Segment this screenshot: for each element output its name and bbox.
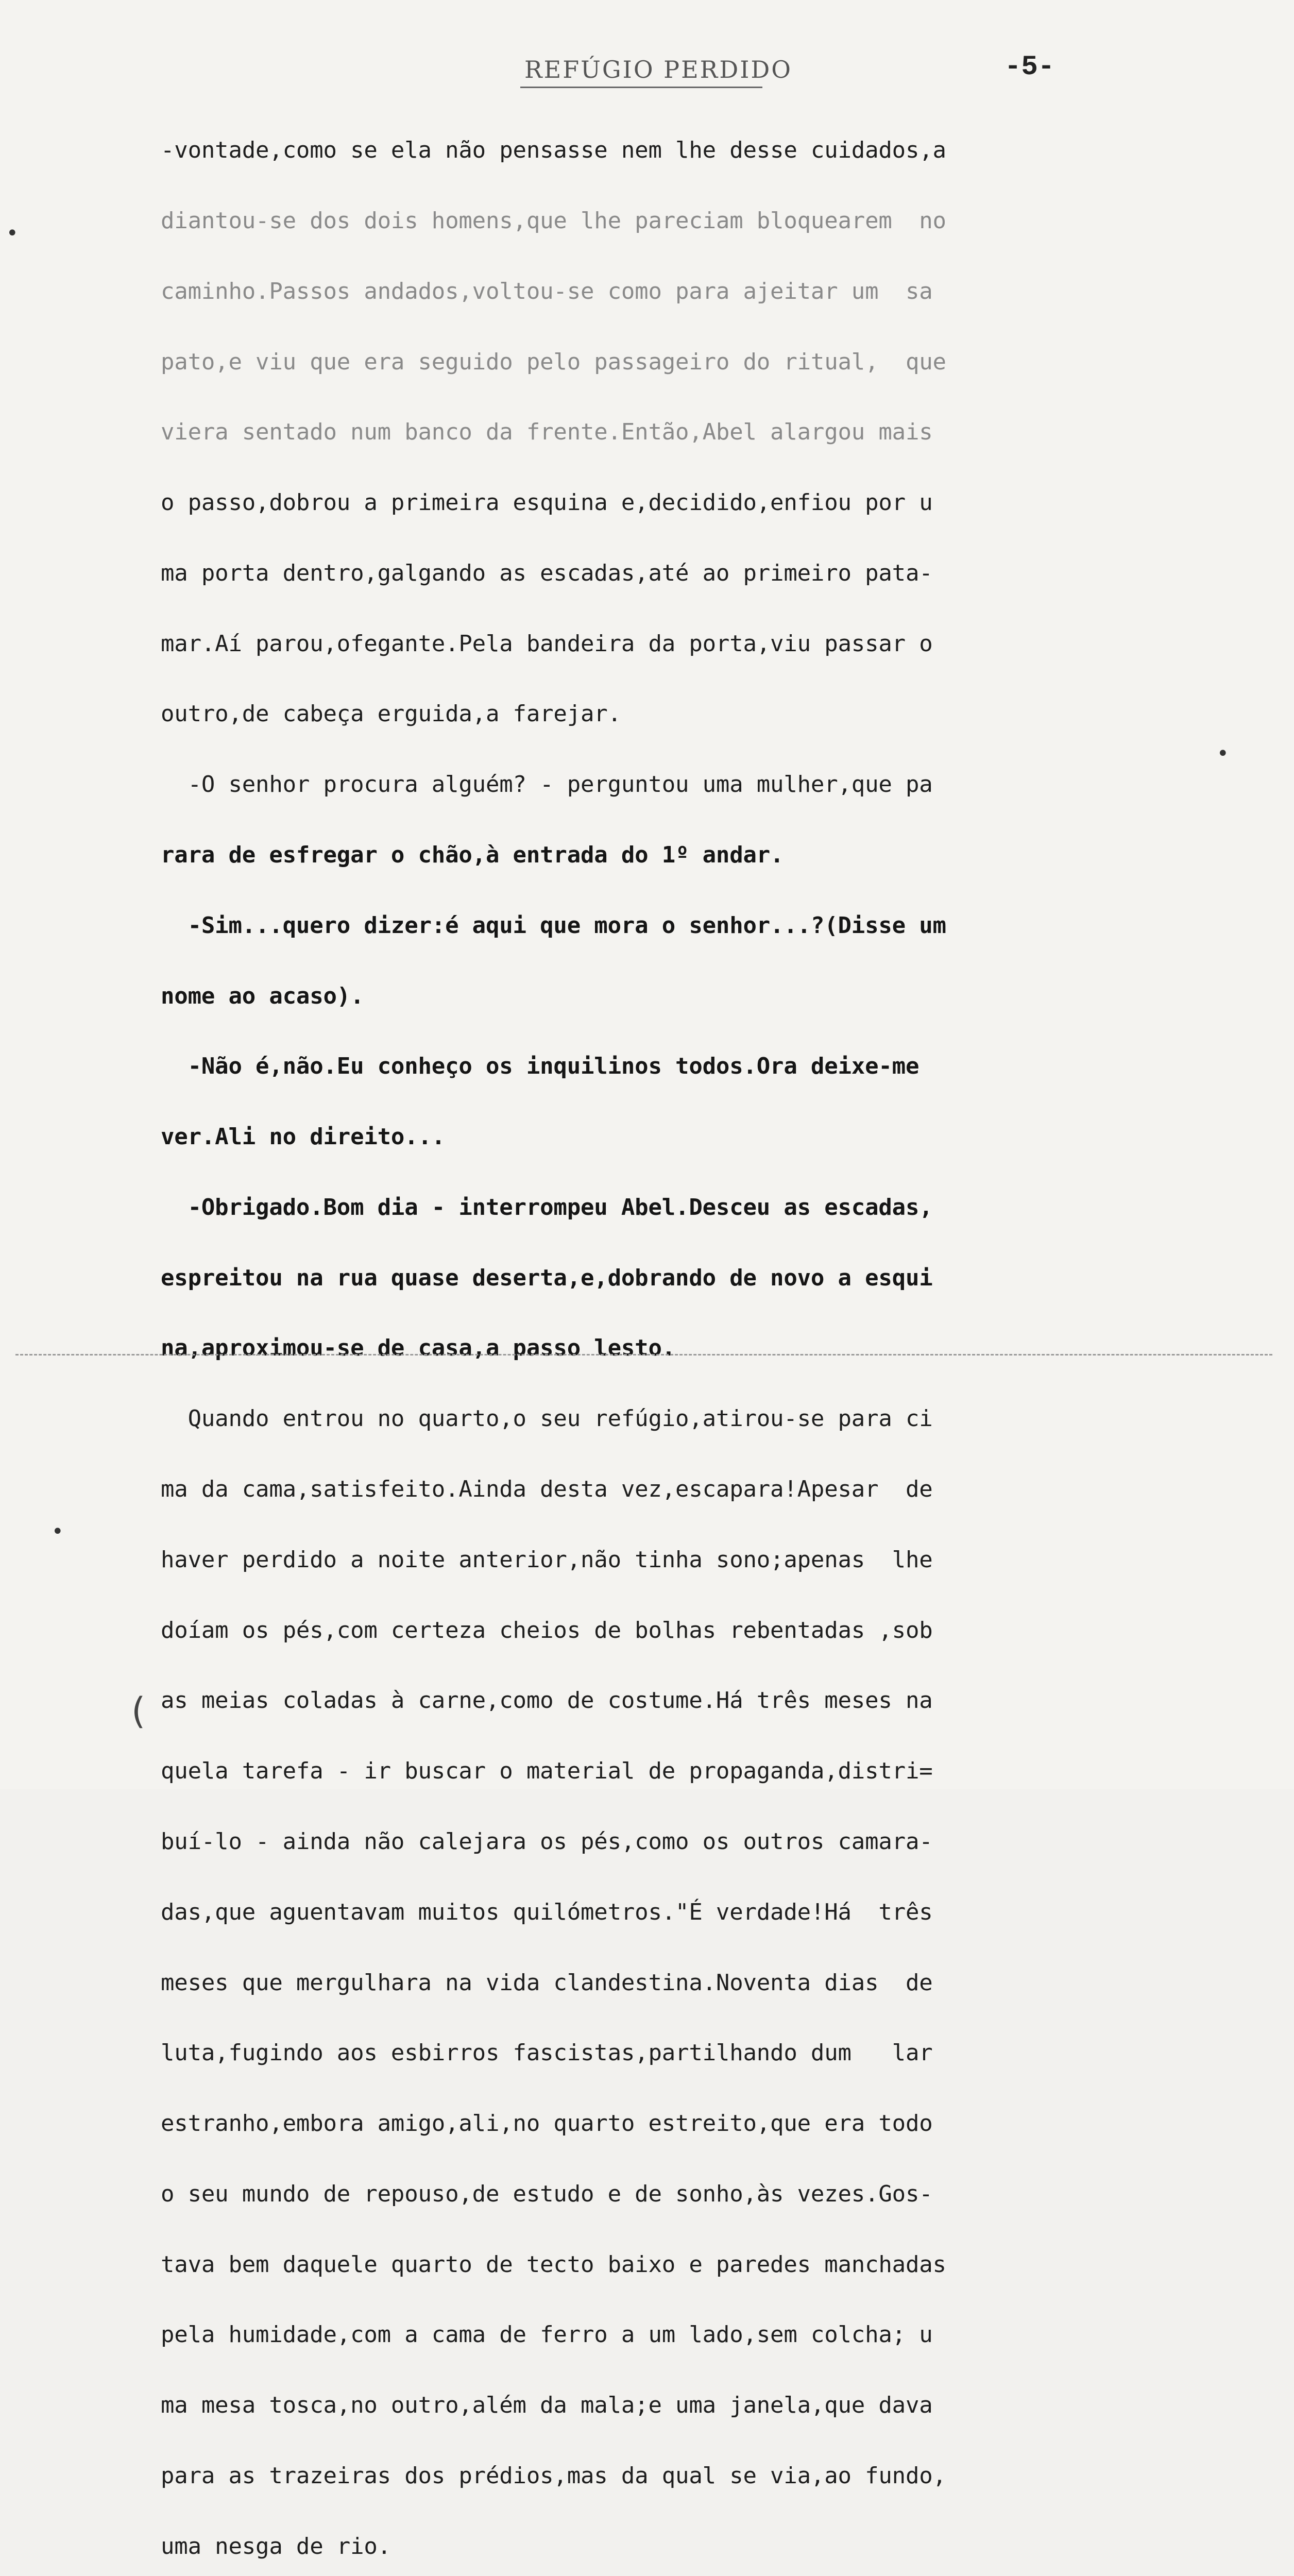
text-line: nome ao acaso). <box>161 982 364 1009</box>
text-line: caminho.Passos andados,voltou-se como para ajeitar um sa <box>161 278 933 304</box>
text-line: ma da cama,satisfeito.Ainda desta vez,escapara!Apesar de <box>161 1476 933 1503</box>
text-line: ma mesa tosca,no outro,além da mala;e uma janela,que dava <box>161 2392 933 2419</box>
text-line: buí-lo - ainda não calejara os pés,como os outros camara- <box>161 1828 933 1855</box>
text-line: para as trazeiras dos prédios,mas da qual se via,ao fundo, <box>161 2462 946 2489</box>
text-line: luta,fugindo aos esbirros fascistas,partilhando dum lar <box>161 2040 933 2066</box>
text-line: ver.Ali no direito... <box>161 1124 446 1150</box>
text-line: outro,de cabeça erguida,a farejar. <box>161 701 621 727</box>
running-title: REFÚGIO PERDIDO <box>524 56 792 83</box>
body-text <box>161 92 1057 2576</box>
text-line: -O senhor procura alguém? - perguntou uma mulher,que pa <box>161 771 933 798</box>
text-line: o passo,dobrou a primeira esquina e,decidido,enfiou por u <box>161 489 933 516</box>
text-line: haver perdido a noite anterior,não tinha sono;apenas lhe <box>161 1546 933 1573</box>
text-line: -vontade,como se ela não pensasse nem lhe desse cuidados,a <box>161 137 946 164</box>
text-line: -Obrigado.Bom dia - interrompeu Abel.Desceu as escadas, <box>161 1194 933 1221</box>
page-number: -5- <box>1004 52 1055 83</box>
text-line: rara de esfregar o chão,à entrada do 1º andar. <box>161 842 784 868</box>
text-line: estranho,embora amigo,ali,no quarto estreito,que era todo <box>161 2110 933 2137</box>
text-line: quela tarefa - ir buscar o material de propaganda,distri= <box>161 1758 933 1785</box>
text-line: o seu mundo de repouso,de estudo e de sonho,às vezes.Gos- <box>161 2180 933 2207</box>
text-line: mar.Aí parou,ofegante.Pela bandeira da porta,viu passar o <box>161 630 933 657</box>
text-line: -Não é,não.Eu conheço os inquilinos todos.Ora deixe-me <box>161 1053 920 1080</box>
text-line: pela humidade,com a cama de ferro a um lado,sem colcha; u <box>161 2321 933 2348</box>
page-fold-line <box>15 1354 1272 1355</box>
text-line: pato,e viu que era seguido pelo passageiro do ritual, que <box>161 348 946 375</box>
paper-speck: • <box>6 222 19 245</box>
text-line: das,que aguentavam muitos quilómetros."É verdade!Há três <box>161 1899 933 1925</box>
text-line: ma porta dentro,galgando as escadas,até ao primeiro pata- <box>161 560 933 586</box>
text-line: uma nesga de rio. <box>161 2533 391 2560</box>
text-line: tava bem daquele quarto de tecto baixo e paredes manchadas <box>161 2251 946 2278</box>
text-line: meses que mergulhara na vida clandestina.Noventa dias de <box>161 1969 933 1996</box>
text-line: as meias coladas à carne,como de costume.Há três meses na <box>161 1687 933 1714</box>
text-line: na,aproximou-se de casa,a passo lesto. <box>161 1335 676 1362</box>
text-line: viera sentado num banco da frente.Então,Abel alargou mais <box>161 419 933 446</box>
paper-speck: • <box>52 1520 64 1544</box>
text-line: espreitou na rua quase deserta,e,dobrando de novo a esqui <box>161 1264 933 1291</box>
paper-speck: ( <box>131 1690 146 1732</box>
text-line: Quando entrou no quarto,o seu refúgio,atirou-se para ci <box>161 1405 933 1432</box>
text-line: doíam os pés,com certeza cheios de bolhas rebentadas ,sob <box>161 1617 933 1643</box>
text-line: -Sim...quero dizer:é aqui que mora o senhor...?(Disse um <box>161 912 946 939</box>
header-rule <box>520 87 762 88</box>
text-line: diantou-se dos dois homens,que lhe pareciam bloquearem no <box>161 207 946 234</box>
paper-speck: • <box>1217 742 1229 766</box>
